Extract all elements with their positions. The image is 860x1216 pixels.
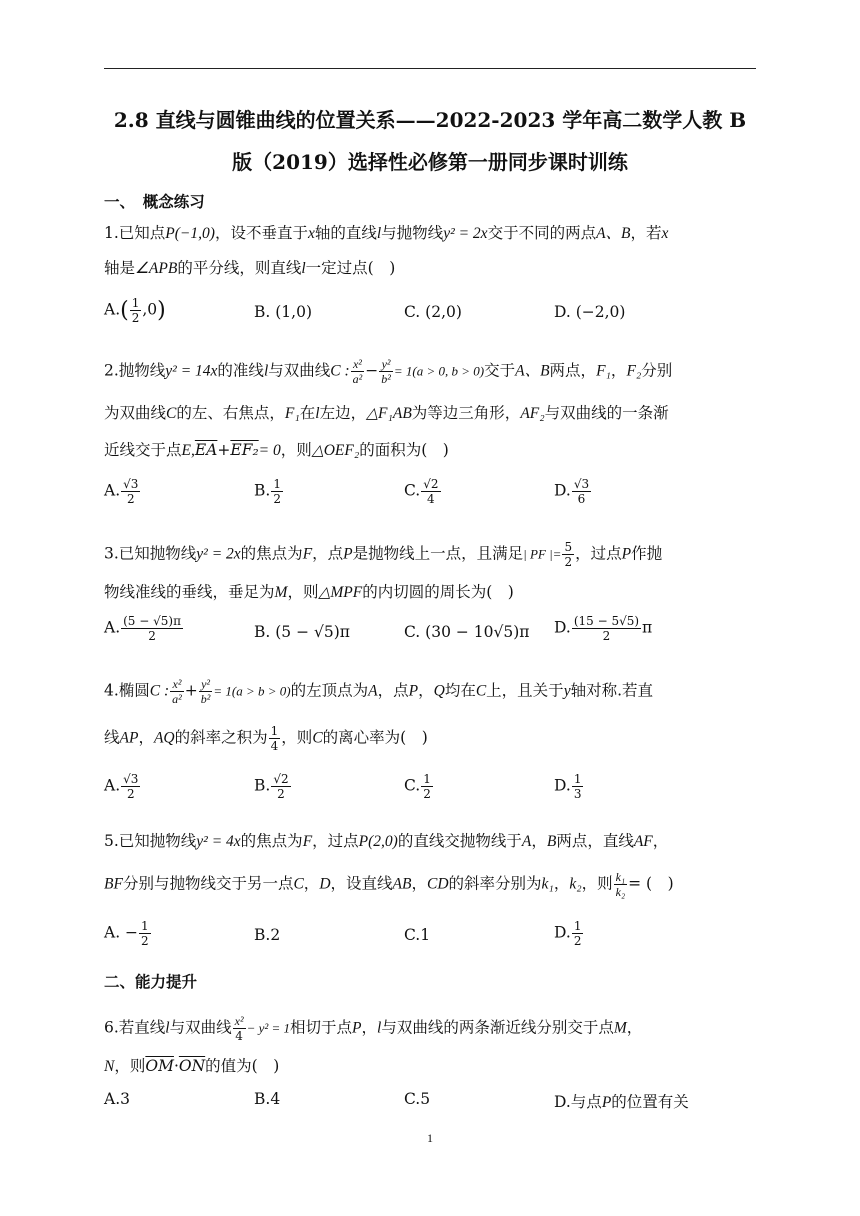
q5-option-b[interactable]: B.2	[254, 926, 281, 944]
q6-line1: 6.若直线l与双曲线 $\frac{\text{x²}}{4}$ − y² = 1相切于点P，l与双曲线的两条渐近线分别交于点M，	[104, 1014, 643, 1043]
q2-option-b[interactable]: B. $\frac{1}{2}$	[254, 477, 281, 506]
q6-option-c[interactable]: C.5	[404, 1090, 431, 1108]
page-title-line2: 版（2019）选择性必修第一册同步课时训练	[232, 150, 628, 174]
q6-option-a[interactable]: A.3	[104, 1090, 130, 1108]
q6-option-b[interactable]: B.4	[254, 1090, 281, 1108]
q5-option-d[interactable]: D. $\frac{1}{2}$	[554, 919, 582, 948]
q3-option-c[interactable]: C. (30 − 10√5)π	[404, 623, 530, 641]
q1-option-d[interactable]: D. (−2,0)	[554, 303, 626, 321]
section-heading-concept: 一、 概念练习	[104, 192, 205, 211]
q2-option-c[interactable]: C. $\frac{√2}{4}$	[404, 477, 439, 506]
q4-option-b[interactable]: B. $\frac{√2}{2}$	[254, 772, 289, 801]
q4-option-a[interactable]: A. $\frac{√3}{2}$	[104, 772, 139, 801]
header-rule	[104, 68, 756, 69]
q4-line2: 线AP，AQ的斜率之积为 $\frac{1}{4}$ ，则C的离心率为( )	[104, 724, 428, 753]
q5-line1: 5.已知抛物线y² = 4x的焦点为F，过点P(2,0)的直线交抛物线于A，B两点，直线AF，	[104, 832, 669, 850]
q5-line2: BF分别与抛物线交于另一点C，D，设直线AB，CD的斜率分别为k₁，k₂，则 $\frac{\text{k₁}}{\text{k₂}}$ = ( )	[104, 870, 674, 899]
q1-option-a[interactable]: A.( $\frac{1}{2}$ ,0)	[104, 296, 166, 325]
q4-option-c[interactable]: C. $\frac{1}{2}$	[404, 772, 431, 801]
q2-line3: 近线交于点$E,\overline{EA}+EF_2= 0$，则△OEF₂的面积为( )	[104, 441, 449, 459]
q2-line2: 为双曲线C的左、右焦点，F₁在l左边，△F₁AB为等边三角形，AF₂与双曲线的一条渐	[104, 404, 669, 422]
q3-line1: 3.已知抛物线y² = 2x的焦点为F，点P是抛物线上一点，且满足| PF |= $\frac{5}{2}$ ，过点P作抛	[104, 540, 663, 569]
q4-option-d[interactable]: D. $\frac{1}{3}$	[554, 772, 582, 801]
page-title-line1: 2.8 直线与圆锥曲线的位置关系——2022-2023 学年高二数学人教 B	[113, 108, 747, 132]
q1-line2: 轴是∠APB的平分线，则直线l一定过点( )	[104, 259, 396, 277]
page-number: 1	[427, 1131, 433, 1145]
q2-line1: 2.抛物线y² = 14x的准线l与双曲线C : $\frac{\text{x²}}{\text{a²}}$ − $\frac{\text{y²}}{\text{b²}}$ = 1(a > 0, b > 0)交于A、B两点，F₁，F₂分别	[104, 357, 673, 386]
q2-option-d[interactable]: D. $\frac{√3}{6}$	[554, 477, 590, 506]
q3-option-b[interactable]: B. (5 − √5)π	[254, 623, 350, 641]
q3-option-d[interactable]: D. $\frac{(15 - 5√5)}{2}$ π	[554, 614, 653, 643]
section-heading-ability: 二、能力提升	[104, 972, 198, 991]
q3-option-a[interactable]: A. $\frac{(5 - √5)\pi}{2}$	[104, 614, 181, 643]
q4-line1: 4.椭圆C : $\frac{\text{x²}}{\text{a²}}$ + $\frac{\text{y²}}{\text{b²}}$ = 1(a > b > 0)的左顶点为A，点P，Q均在C上，且关于y轴对称.若直	[104, 677, 654, 706]
q6-line2: N，则$\overline{OM}\cdot\overline{ON}$的值为( )	[104, 1057, 280, 1075]
q5-option-a[interactable]: A. − $\frac{1}{2}$	[104, 919, 149, 948]
q1-option-b[interactable]: B. (1,0)	[254, 303, 312, 321]
q1-line1: 1.已知点P(−1,0)，设不垂直于x轴的直线l与抛物线y² = 2x交于不同的两点A、B，若x	[104, 224, 669, 242]
q1-option-c[interactable]: C. (2,0)	[404, 303, 462, 321]
q2-option-a[interactable]: A. $\frac{√3}{2}$	[104, 477, 139, 506]
q5-option-c[interactable]: C.1	[404, 926, 431, 944]
q6-option-d[interactable]: D.与点P的位置有关	[554, 1093, 689, 1111]
q3-line2: 物线准线的垂线，垂足为M，则△MPF的内切圆的周长为( )	[104, 583, 514, 601]
